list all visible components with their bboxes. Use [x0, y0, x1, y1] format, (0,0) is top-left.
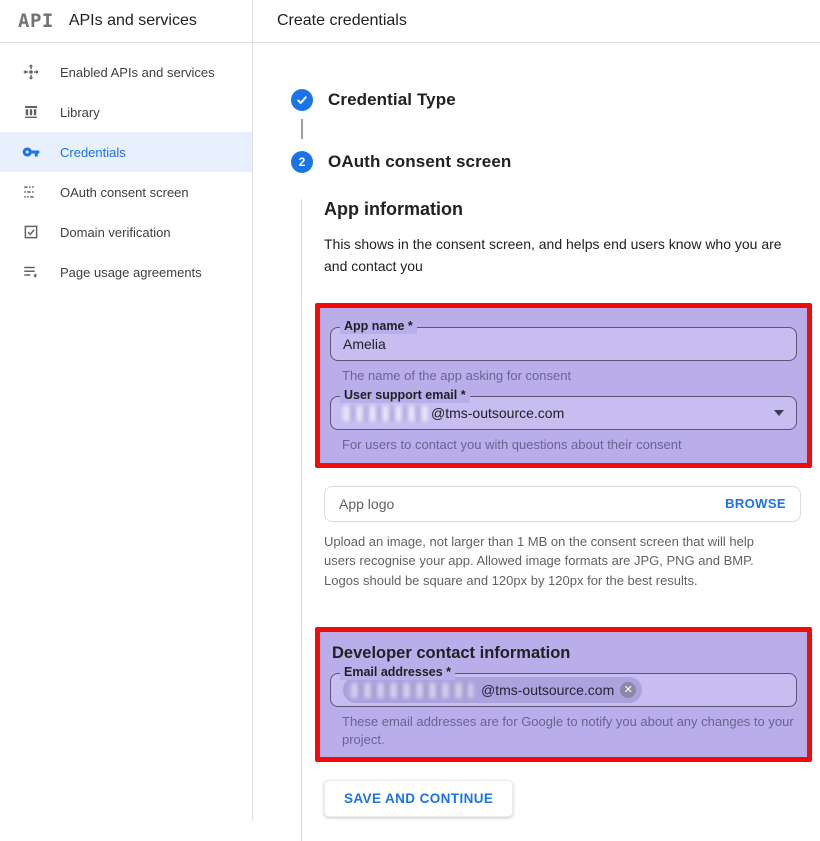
step-credential-type[interactable]	[291, 89, 820, 111]
step-number-badge: 2	[291, 151, 313, 173]
consent-screen-icon	[22, 183, 40, 201]
sidebar-item-oauth-consent[interactable]	[0, 172, 252, 212]
email-chip	[343, 677, 642, 703]
email-addresses-label: Email addresses *	[340, 665, 455, 680]
main-content	[253, 43, 820, 820]
app-name-value: Amelia	[343, 335, 386, 352]
app-information-description: This shows in the consent screen, and helps end users know who you are and contact you	[324, 236, 782, 275]
sidebar-item-label: Domain verification	[60, 224, 171, 240]
save-and-continue-button[interactable]: SAVE AND CONTINUE	[324, 780, 513, 817]
user-support-email-domain: @tms-outsource.com	[431, 405, 565, 422]
domain-verification-icon	[22, 223, 40, 241]
page-title: Create credentials	[277, 12, 407, 29]
sidebar-item-label: Page usage agreements	[60, 264, 202, 280]
user-support-email-helper: For users to contact you with questions about their consent	[342, 437, 682, 453]
stepper-connector-line	[301, 119, 303, 139]
app-name-field[interactable]	[330, 318, 797, 361]
sidebar-item-library[interactable]	[0, 92, 252, 132]
user-support-email-label: User support email *	[340, 388, 470, 403]
email-addresses-field[interactable]	[330, 665, 797, 707]
email-addresses-helper: These email addresses are for Google to notify you about any changes to your project.	[342, 714, 794, 747]
step-label: Credential Type	[328, 90, 456, 109]
chevron-down-icon[interactable]	[774, 410, 784, 416]
page-header	[253, 0, 820, 42]
sidebar	[0, 43, 253, 820]
key-icon	[22, 143, 40, 161]
step-oauth-consent-screen[interactable]	[291, 151, 820, 173]
user-support-email-value-row	[343, 405, 784, 421]
api-logo: API	[18, 10, 54, 32]
sidebar-item-label: Credentials	[60, 144, 126, 160]
body-row	[0, 43, 820, 820]
product-title: APIs and services	[68, 12, 197, 29]
app-name-helper: The name of the app asking for consent	[342, 367, 572, 383]
browse-button[interactable]: BROWSE	[725, 496, 786, 512]
app-logo-placeholder: App logo	[339, 495, 395, 512]
library-icon	[22, 103, 40, 121]
app-information-title: App information	[324, 199, 463, 219]
redacted-email-prefix	[351, 683, 473, 698]
sidebar-item-enabled-apis[interactable]	[0, 52, 252, 92]
step-completed-check-icon	[291, 89, 313, 111]
sidebar-item-domain-verification[interactable]	[0, 212, 252, 252]
redacted-email-prefix	[343, 406, 429, 421]
highlight-box-app-fields	[315, 303, 812, 468]
sidebar-item-label: OAuth consent screen	[60, 184, 189, 200]
highlight-box-developer-contact	[315, 627, 812, 762]
developer-contact-title: Developer contact information	[332, 644, 571, 663]
app-logo-helper: Upload an image, not larger than 1 MB on the consent screen that will help users recognise your app. Allowed image formats are JPG, PNG and BMP. Logos should be square and 120px by 120px for the best results.	[324, 533, 754, 588]
step-label: OAuth consent screen	[328, 152, 512, 171]
user-support-email-field[interactable]	[330, 388, 797, 430]
agreements-icon	[22, 263, 40, 281]
oauth-consent-form-section	[301, 199, 820, 841]
product-header	[0, 0, 253, 42]
sidebar-item-label: Library	[60, 104, 100, 120]
email-chip-domain: @tms-outsource.com	[481, 682, 615, 699]
app-name-label: App name *	[340, 319, 417, 334]
sidebar-item-credentials[interactable]	[0, 132, 252, 172]
top-bar	[0, 0, 820, 43]
app-logo-field[interactable]	[324, 486, 801, 522]
enabled-apis-icon	[22, 63, 40, 81]
sidebar-item-label: Enabled APIs and services	[60, 64, 215, 80]
close-circle-icon[interactable]: ✕	[620, 682, 636, 698]
sidebar-item-page-usage-agreements[interactable]	[0, 252, 252, 292]
